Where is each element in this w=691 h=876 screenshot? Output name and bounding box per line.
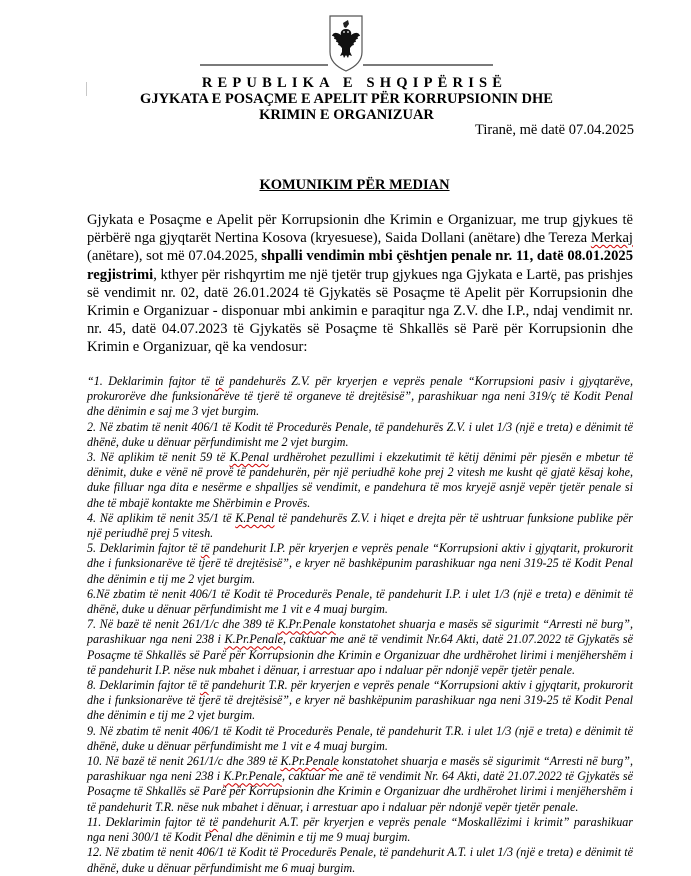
decision-text: 4. Në aplikim të nenit 35/1 të <box>87 510 236 525</box>
decision-item-8 <box>87 678 633 724</box>
decision-text: konstatohet shuarja e masës së sigurimit “Arresti në burg”, parashikuar nga neni 238 i <box>87 617 633 647</box>
decision-text: , caktuar me anë të vendimit Nr.64 Akti, datë 21.07.2022 të Gjykatës së Posaçme të Shkallës së Parë për Korrupsionin dhe Krimin e Organizuar dhe urdhërohet lirimi i menjëhershëm i të pandehurit I.P. nëse nuk mbahet i dënuar, i arrestuar apo i ndaluar për ndonjë vepër tjetër penale. <box>87 632 633 677</box>
spellcheck-flagged-word: të <box>215 374 224 388</box>
decision-item-1 <box>87 374 633 420</box>
spellcheck-flagged-word: K.Pr.Penale <box>223 769 282 784</box>
decision-text: 7. Në bazë të nenit 261/1/c dhe 389 të <box>87 617 278 632</box>
intro-text-1: Gjykata e Posaçme e Apelit për Korrupsionin dhe Krimin e Organizuar, me trup gjykues të përbërë nga gjyqtarët Nertina Kosova (kryesuese), Saida Dollani (anëtare) dhe Tereza <box>87 212 633 247</box>
decision-text: 3. Në aplikim të nenit 59 të <box>87 450 230 465</box>
spellcheck-flagged-word: të <box>199 678 209 693</box>
place-date-line: Tiranë, më datë 07.04.2025 <box>475 122 634 138</box>
intro-paragraph <box>87 211 633 357</box>
decision-text: , caktuar me anë të vendimit Nr. 64 Akti, datë 21.07.2022 të Gjykatës së Posaçme të Shkallës së Parë për Korrupsionin dhe Krimin e Organizuar dhe urdhërohet lirimi i menjëhershëm i të pandehurit T.R. nëse nuk mbahet i dënuar, i arrestuar apo i ndaluar për ndonjë vepër tjetër penale. <box>87 769 633 814</box>
spellcheck-flagged-word: K.Pr.Penale <box>277 617 336 632</box>
spellcheck-flagged-word: Merkaj <box>590 230 633 247</box>
decision-text: pandehurës Z.V. për kryerjen e veprës penale “Korrupsioni pasiv i gjyqtarëve, prokurorëve dhe funksionarëve të tjerë të organeve të drejtësisë”, parashikuar nga neni 319/ç të Kodit Penal dhe dënimin e saj me 3 vjet burgim. <box>87 374 633 419</box>
decision-text: pandehurit T.R. për kryerjen e veprës penale “Korrupsioni aktiv i gjyqtarit, prokurorit dhe i funksionarëve të tjerë të drejtësisë”, e kryer në bashkëpunim parashikuar nga neni 319-25 të Kodit Penal dhe dënimin e tij me 2 vjet burgim. <box>87 678 633 723</box>
decision-item-7 <box>87 617 633 678</box>
decision-item-12: 12. Në zbatim të nenit 406/1 të Kodit të Procedurës Penale, të pandehurit A.T. i ulet 1/3 (një e treta) e dënimit të dhënë, duke u dënuar përfundimisht me 6 muaj burgim. <box>87 845 633 875</box>
header-rule-right <box>363 64 493 66</box>
spellcheck-flagged-word: K.Pr.Penale <box>224 632 283 647</box>
decision-text: pandehurit I.P. për kryerjen e veprës penale “Korrupsioni aktiv i gjyqtarit, prokurorit dhe i funksionarëve të tjerë të drejtësisë”, e kryer në bashkëpunim parashikuar nga neni 319-25 të Kodit Penal dhe dënimin e tij me 2 vjet burgim. <box>87 541 633 586</box>
spellcheck-flagged-word: K.Pr.Penale <box>280 754 339 769</box>
republic-heading: REPUBLIKA E SHQIPËRISË <box>201 75 508 91</box>
decision-text: të pandehurës Z.V. i hiqet e drejta për të ushtruar funksione publike për një periudhë prej 5 vitesh. <box>87 510 633 541</box>
decision-text: konstatohet shuarja e masës së sigurimit “Arresti në burg”, parashikuar nga neni 238 i <box>87 754 633 784</box>
decision-text: 5. Deklarimin fajtor të <box>87 541 201 556</box>
decision-text: “1. Deklarimin fajtor të <box>87 374 216 388</box>
spellcheck-flagged-word: K.Penal <box>235 510 275 525</box>
letterhead-emblem <box>0 0 691 72</box>
spellcheck-flagged-word: të <box>200 541 210 556</box>
decision-item-5 <box>87 541 633 587</box>
decision-text: pandehurit A.T. për kryerjen e veprës penale “Moskallëzimi i krimit” parashikuar nga neni 300/1 të Kodit Penal dhe dënimin e tij me 9 muaj burgim. <box>87 814 633 845</box>
decision-text: 8. Deklarimin fajtor të <box>87 678 200 693</box>
decision-item-4 <box>87 511 633 541</box>
decision-item-3 <box>87 450 633 511</box>
albanian-eagle-crest-icon <box>329 14 363 72</box>
intro-text-2: (anëtare), sot më 07.04.2025, <box>87 248 262 265</box>
intro-text-3: , kthyer për rishqyrtim me një tjetër trup gjykues nga Gjykata e Lartë, pas prishjes së vendimit nr. 02, datë 26.01.2024 të Gjykatës së Posaçme të Apelit për Korrupsionin dhe Krimin e Organizuar - disponuar mbi ankimin e paraqitur nga Z.V. dhe I.P., ndaj vendimit nr. nr. 45, datë 04.07.2023 të Gjykatës së Posaçme të Shkallës së Parë për Korrupsionin dhe Krimin e Organizuar, që ka vendosur: <box>87 266 633 356</box>
decision-item-2: 2. Në zbatim të nenit 406/1 të Kodit të Procedurës Penale, të pandehurës Z.V. i ulet 1/3 (një e treta) e dënimit të dhënë, duke u dënuar përfundimisht me 2 vjet burgim. <box>87 419 633 449</box>
decision-item-6: 6.Në zbatim të nenit 406/1 të Kodit të Procedurës Penale, të pandehurit I.P. i ulet 1/3 (një e treta) e dënimit të dhënë, duke u dënuar përfundimisht me 1 vit e 4 muaj burgim. <box>87 586 633 617</box>
decision-text: 10. Në bazë të nenit 261/1/c dhe 389 të <box>87 754 281 769</box>
court-name-heading: GJYKATA E POSAÇME E APELIT PËR KORRUPSIONIN DHE KRIMIN E ORGANIZUAR <box>140 91 553 123</box>
spellcheck-flagged-word: të <box>209 814 219 829</box>
decision-text: urdhërohet pezullimi i ekzekutimit të këtij dënimi për pjesën e mbetur të dënimit, duke e vënë në provë të pandehurën, për një periudhë kohe prej 2 vitesh me kusht që gjatë kësaj kohe, duke filluar nga dita e nesërme e shpalljes së vendimit, e pandehura të mos kryejë asnjë vepër tjetër penale si dhe të mbajë kontakte me Shërbimin e Provës. <box>87 450 633 510</box>
decision-text: 11. Deklarimin fajtor të <box>87 814 210 829</box>
intro-bold-decision: shpalli vendimin mbi çështjen penale nr. 11, datë 08.01.2025 regjistrimi <box>87 248 633 283</box>
decision-list <box>87 374 633 876</box>
decision-item-10 <box>87 754 633 815</box>
header-rule-left <box>200 64 328 66</box>
decision-item-9: 9. Në zbatim të nenit 406/1 të Kodit të Procedurës Penale, të pandehurit T.R. i ulet 1/3 (një e treta) e dënimit të dhënë, duke u dënuar përfundimisht me 1 vit e 4 muaj burgim. <box>87 723 633 753</box>
decision-item-11 <box>87 815 633 845</box>
spellcheck-flagged-word: K.Penal <box>229 450 269 465</box>
document-title: KOMUNIKIM PËR MEDIAN <box>259 177 450 193</box>
